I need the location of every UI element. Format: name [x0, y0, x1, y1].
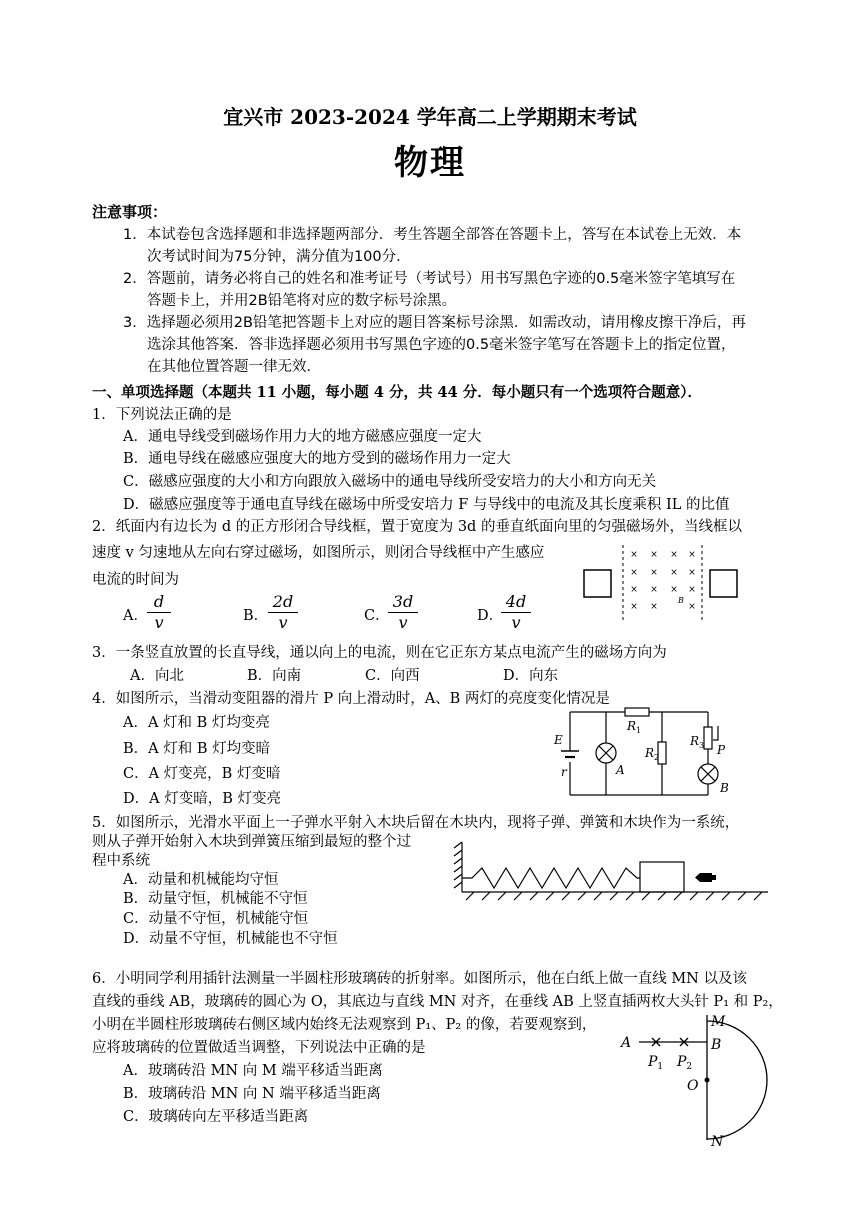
q4-option-a: A．A 灯和 B 灯均变亮 — [123, 715, 270, 731]
bullet — [695, 873, 716, 882]
notice-line: 1．本试卷包含选择题和非选择题两部分．考生答题全部答在答题卡上，答写在本试卷上无效．本 — [123, 227, 742, 243]
q1-option-c: C．磁感应强度的大小和方向跟放入磁场中的通电导线所受安培力的大小和方向无关 — [123, 474, 657, 490]
q4-option-d: D．A 灯变暗，B 灯变亮 — [123, 791, 281, 807]
q3-stem: 3．一条竖直放置的长直导线，通以向上的电流，则在它正东方某点电流产生的磁场方向为 — [92, 645, 667, 661]
q6-stem: 6．小明同学利用插针法测量一半圆柱形玻璃砖的折射率。如图所示，他在白纸上做一直线 MN 以及该 — [92, 971, 747, 987]
svg-text:×: × — [650, 602, 658, 612]
q4-option-b: B．A 灯和 B 灯均变暗 — [123, 741, 271, 757]
q6-option-b: B．玻璃砖沿 MN 向 N 端平移适当距离 — [123, 1086, 381, 1102]
label-R3: $R_3$ — [690, 734, 705, 750]
q6-stem: 应将玻璃砖的位置做适当调整，下列说法中正确的是 — [92, 1040, 426, 1056]
label-M: M — [711, 1014, 726, 1030]
svg-text:×: × — [630, 568, 638, 578]
q2-option-c-fraction — [388, 592, 418, 633]
svg-text:×: × — [688, 568, 696, 578]
q2-option-a-fraction — [147, 592, 171, 633]
svg-text:×: × — [630, 585, 638, 595]
svg-text:×: × — [650, 550, 658, 560]
q2-option-c-label: C． — [364, 608, 390, 624]
q6-stem: 直线的垂线 AB，玻璃砖的圆心为 O，其底边与直线 MN 对齐，在垂线 AB 上竖直插两枚大头针 P₁ 和 P₂， — [92, 994, 783, 1010]
svg-text:×: × — [688, 550, 696, 560]
svg-text:×: × — [670, 550, 678, 560]
q2-option-b-label: B． — [243, 608, 269, 624]
notice-line: 3．选择题必须用2B铅笔把答题卡上对应的题目答案标号涂黑．如需改动，请用橡皮擦干净后，再 — [123, 315, 746, 331]
label-P: P — [717, 743, 726, 757]
label-lamp-B: B — [720, 781, 729, 795]
q4-stem: 4．如图所示，当滑动变阻器的滑片 P 向上滑动时，A、B 两灯的亮度变化情况是 — [92, 691, 610, 707]
label-A: A — [621, 1035, 632, 1051]
subject-title: 物理 — [394, 143, 466, 183]
svg-text:×: × — [670, 585, 678, 595]
q6-option-c: C．玻璃砖向左平移适当距离 — [123, 1109, 309, 1125]
fraction-denominator: v — [398, 613, 408, 632]
svg-text:×: × — [630, 550, 638, 560]
q1-stem: 1．下列说法正确的是 — [92, 407, 232, 423]
svg-text:×: × — [650, 585, 658, 595]
q6-glass-brick-figure — [615, 1010, 765, 1150]
wooden-block — [640, 862, 684, 892]
q2-option-b-fraction — [268, 592, 298, 633]
q3-option-d: D．向东 — [503, 668, 559, 684]
svg-text:×: × — [630, 602, 638, 612]
q1-option-b: B．通电导线在磁感应强度大的地方受到的磁场作用力一定大 — [123, 451, 511, 467]
q2-magnetic-field-figure — [580, 540, 740, 625]
fraction-numerator: 3d — [388, 592, 418, 613]
q5-stem: 程中系统 — [92, 853, 150, 869]
label-N: N — [711, 1134, 724, 1150]
q3-option-b: B．向南 — [247, 668, 302, 684]
notice-line: 选涂其他答案．答非选择题必须用书写黑色字迹的0.5毫米签字笔写在答题卡上的指定位置， — [147, 337, 736, 353]
q6-option-a: A．玻璃砖沿 MN 向 M 端平移适当距离 — [123, 1063, 383, 1079]
notice-line: 在其他位置答题一律无效． — [147, 359, 321, 375]
section-heading: 一、单项选择题（本题共 11 小题，每小题 4 分，共 44 分．每小题只有一个选项符合题意）． — [92, 384, 702, 401]
notice-line: 2．答题前，请务必将自己的姓名和准考证号（考试号）用书写黑色字迹的0.5毫米签字笔填写在 — [123, 271, 736, 287]
label-O: O — [687, 1078, 699, 1094]
frame-square-left — [584, 570, 611, 597]
svg-text:×: × — [650, 568, 658, 578]
ground-hatching — [466, 892, 762, 900]
q2-stem: 速度 v 匀速地从左向右穿过磁场，如图所示，则闭合导线框中产生感应 — [92, 545, 545, 561]
fraction-denominator: v — [511, 613, 521, 632]
label-R1: $R_1$ — [627, 719, 642, 735]
fraction-numerator: 2d — [268, 592, 298, 613]
q5-stem: 则从子弹开始射入木块到弹簧压缩到最短的整个过 — [92, 834, 411, 850]
svg-text:×: × — [670, 568, 678, 578]
q5-option-b: B．动量守恒，机械能不守恒 — [123, 891, 308, 907]
label-lamp-A: A — [616, 763, 625, 777]
fraction-denominator: v — [278, 613, 288, 632]
label-P1: $P_1$ — [648, 1054, 664, 1072]
resistor-r1 — [625, 708, 649, 716]
center-O — [705, 1078, 710, 1083]
q2-option-d-fraction — [501, 592, 531, 633]
q2-option-d-label: D． — [477, 608, 504, 624]
q5-option-d: D．动量不守恒，机械能也不守恒 — [123, 931, 338, 947]
q5-spring-block-figure — [452, 840, 772, 905]
label-r: r — [561, 765, 567, 779]
wall-hatching — [454, 842, 462, 888]
q5-option-c: C．动量不守恒，机械能守恒 — [123, 911, 309, 927]
notice-line: 次考试时间为75分钟，满分值为100分． — [147, 249, 411, 265]
svg-text:×: × — [688, 602, 696, 612]
q5-stem: 5．如图所示，光滑水平面上一子弹水平射入木块后留在木块内，现将子弹、弹簧和木块作为一系统， — [92, 815, 740, 831]
q3-option-c: C．向西 — [365, 668, 420, 684]
label-R2: $R_2$ — [645, 746, 660, 762]
fraction-denominator: v — [154, 613, 164, 632]
notice-heading: 注意事项： — [92, 203, 168, 221]
field-crosses — [630, 550, 696, 612]
q6-stem: 小明在半圆柱形玻璃砖右侧区域内始终无法观察到 P₁、P₂ 的像，若要观察到， — [92, 1017, 597, 1033]
q3-option-a: A．向北 — [130, 668, 184, 684]
q2-option-a-label: A． — [123, 608, 148, 624]
q4-option-c: C．A 灯变亮，B 灯变暗 — [123, 766, 281, 782]
label-B: B — [711, 1037, 722, 1053]
q2-stem: 2．纸面内有边长为 d 的正方形闭合导线框，置于宽度为 3d 的垂直纸面向里的匀强磁场外，当线框以 — [92, 519, 742, 535]
q4-circuit-figure — [550, 700, 730, 805]
field-label: B — [678, 596, 684, 605]
label-P2: $P_2$ — [677, 1054, 693, 1072]
q1-option-a: A．通电导线受到磁场作用力大的地方磁感应强度一定大 — [123, 429, 482, 445]
fraction-numerator: 4d — [501, 592, 531, 613]
notice-line: 答题卡上，并用2B铅笔将对应的数字标号涂黑。 — [147, 293, 457, 309]
frame-square-right — [710, 570, 737, 597]
spring — [462, 868, 640, 888]
q1-option-d: D．磁感应强度等于通电直导线在磁场中所受安培力 F 与导线中的电流及其长度乘积 IL 的比值 — [123, 497, 730, 513]
label-E: E — [554, 733, 563, 747]
q5-option-a: A．动量和机械能均守恒 — [123, 872, 279, 888]
q2-stem: 电流的时间为 — [92, 572, 179, 588]
exam-title: 宜兴市 2023-2024 学年高二上学期期末考试 — [223, 105, 637, 129]
svg-text:×: × — [688, 585, 696, 595]
fraction-numerator: d — [147, 592, 171, 613]
